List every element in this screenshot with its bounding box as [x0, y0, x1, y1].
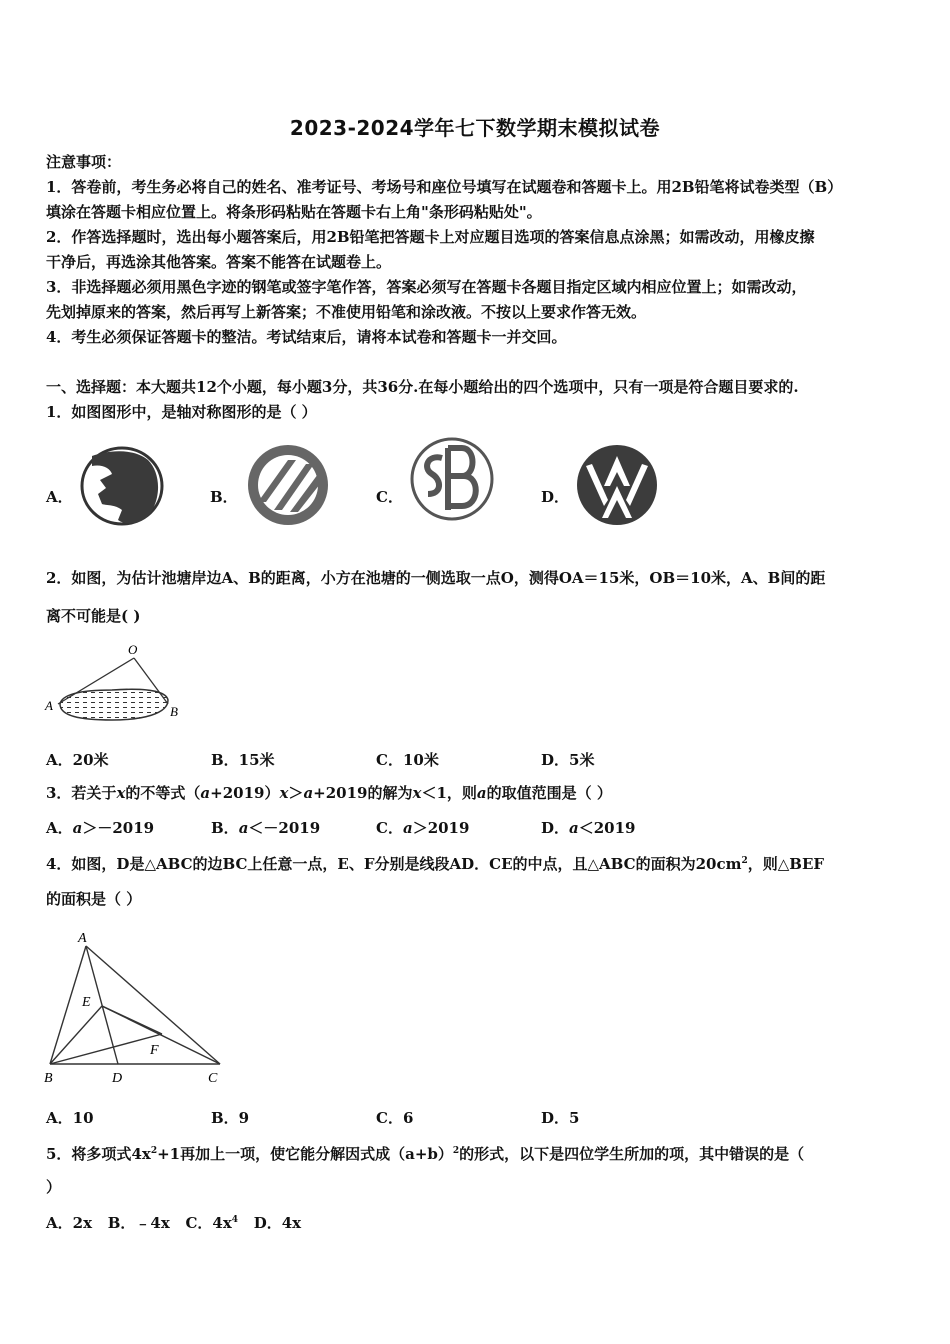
q2-pond-figure — [42, 640, 192, 732]
q2-option-a: A．20米 — [46, 751, 109, 769]
q4-option-c: C．6 — [376, 1109, 414, 1127]
q4-label-f: F — [150, 1043, 159, 1058]
q4-stem-line-2: 的面积是（ ） — [46, 890, 142, 908]
q2-option-b: B．15米 — [211, 751, 275, 769]
q1-option-b-label: B． — [210, 488, 238, 506]
q3-stem-part: 的不等式（ — [125, 784, 201, 802]
notice-line-7: 4．考生必须保证答题卡的整洁。考试结束后，请将本试卷和答题卡一并交回。 — [46, 328, 567, 346]
q3-stem-part: ＞ — [288, 784, 304, 802]
q1-option-c-logo — [408, 436, 496, 522]
q2-stem-line-1: 2．如图，为估计池塘岸边A、B的距离，小方在池塘的一侧选取一点O，测得OA＝15米，OB＝10米，A、B间的距 — [46, 569, 826, 587]
q3-var-x: x — [412, 784, 422, 802]
notice-line-3: 2．作答选择题时，选出每小题答案后，用2B铅笔把答题卡上对应题目选项的答案信息点涂黑；如需改动，用橡皮擦 — [46, 228, 815, 246]
notice-line-1: 1．答卷前，考生务必将自己的姓名、准考证号、考场号和座位号填写在试题卷和答题卡上。用2B铅笔将试卷类型（B） — [46, 178, 843, 196]
q5-option-c: C．$4x^4$ — [185, 1214, 239, 1232]
q3-var-a: a — [476, 784, 487, 802]
q4-label-d: D — [112, 1071, 123, 1086]
q1-option-d-logo — [574, 442, 660, 528]
section-heading: 一、选择题：本大题共12个小题，每小题3分，共36分.在每小题给出的四个选项中，只有一项是符合题目要求的. — [46, 378, 799, 396]
q1-option-a-label: A． — [46, 488, 73, 506]
notice-line-2: 填涂在答题卡相应位置上。将条形码粘贴在答题卡右上角"条形码粘贴处"。 — [46, 203, 542, 221]
q1-option-d-label: D． — [541, 488, 570, 506]
q3-option-a: A．a＞－2019 — [46, 819, 155, 837]
q4-option-a: A．10 — [46, 1109, 94, 1127]
q3-stem — [46, 783, 612, 803]
q5-option-a: A．2x — [46, 1214, 93, 1232]
q2-label-o: O — [128, 642, 138, 657]
q3-var-a: a — [303, 784, 314, 802]
q3-var-a: a — [200, 784, 211, 802]
q2-label-b: B — [170, 704, 178, 719]
q4-triangle-figure — [40, 926, 230, 1088]
q3-var-x: x — [116, 784, 126, 802]
q5-stem-line-1: 5．将多项式$4x^2+1$再加上一项，使它能分解因式成$(a+b)^2$的形式，以下是四位学生所加的项，其中错误的是（ — [46, 1145, 805, 1163]
q1-option-b-logo — [244, 442, 332, 528]
q4-label-b: B — [44, 1071, 53, 1086]
q5-stem-line-2: ） — [46, 1178, 62, 1196]
q5-option-d: D．4x — [253, 1214, 302, 1232]
q1-option-c-label: C． — [376, 488, 403, 506]
q4-label-c: C — [208, 1071, 218, 1086]
q3-stem-part: 3．若关于 — [46, 784, 117, 802]
q5-options — [46, 1212, 301, 1233]
q3-stem-part: ＜1，则 — [421, 784, 477, 802]
q3-stem-part: +2019的解为 — [313, 784, 413, 802]
notice-line-4: 干净后，再选涂其他答案。答案不能答在试题卷上。 — [46, 253, 392, 271]
q4-option-d: D．5 — [541, 1109, 580, 1127]
q4-stem-line-1: 4．如图，D是△ABC的边BC上任意一点，E、F分别是线段AD．CE的中点，且△ABC的面积为$20cm^2$，则△BEF — [46, 855, 825, 873]
notice-line-5: 3．非选择题必须用黑色字迹的钢笔或签字笔作答，答案必须写在答题卡各题目指定区域内相应位置上；如需改动， — [46, 278, 807, 296]
q4-option-b: B．9 — [211, 1109, 250, 1127]
notice-line-6: 先划掉原来的答案，然后再写上新答案；不准使用铅笔和涂改液。不按以上要求作答无效。 — [46, 303, 647, 321]
q2-stem-line-2: 离不可能是( ) — [46, 607, 141, 625]
q3-option-c: C．a＞2019 — [376, 819, 470, 837]
q4-label-e: E — [82, 995, 91, 1010]
q1-option-a-logo — [78, 444, 166, 528]
q3-var-x: x — [279, 784, 289, 802]
q5-option-b: B．﹣4x — [107, 1214, 170, 1232]
q2-option-c: C．10米 — [376, 751, 439, 769]
q4-label-a: A — [78, 931, 87, 946]
q1-stem: 1．如图图形中，是轴对称图形的是（ ） — [46, 403, 317, 421]
q2-label-a: A — [45, 698, 53, 713]
notice-heading: 注意事项： — [46, 153, 122, 171]
q2-option-d: D．5米 — [541, 751, 595, 769]
q3-option-b: B．a＜－2019 — [211, 819, 321, 837]
page-title: 2023-2024学年七下数学期末模拟试卷 — [289, 116, 661, 140]
q3-stem-part: +2019） — [210, 784, 280, 802]
q3-option-d: D．a＜2019 — [541, 819, 636, 837]
q3-stem-part: 的取值范围是（ ） — [486, 784, 612, 802]
